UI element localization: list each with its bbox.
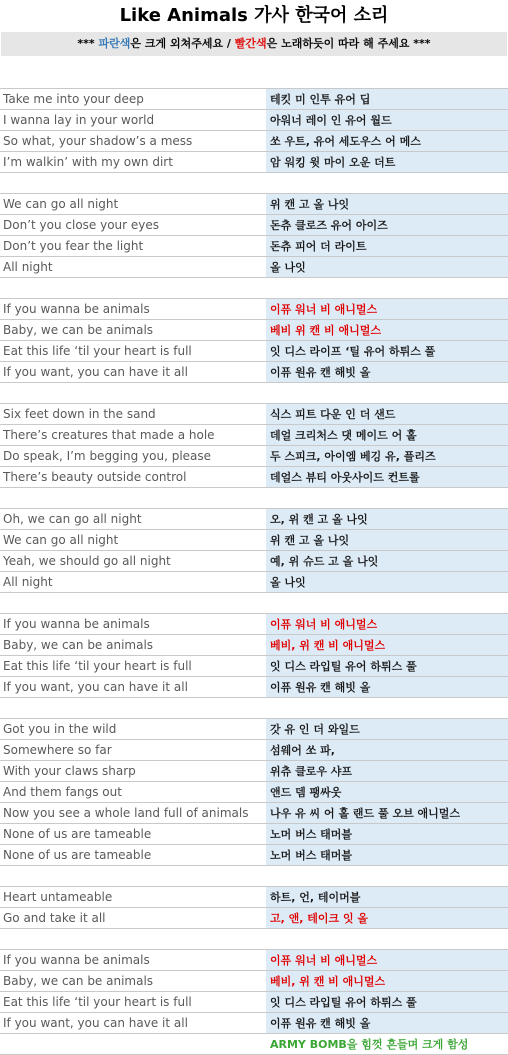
lyric-row: [0, 887, 508, 908]
korean-pronunciation: 이퓨 워너 비 애니멀스: [266, 614, 508, 634]
korean-pronunciation: 이퓨 원유 캔 해빗 올: [266, 677, 508, 697]
korean-pronunciation: [266, 68, 508, 88]
english-lyric: Baby, we can be animals: [3, 323, 154, 337]
korean-pronunciation: 올 나잇: [266, 572, 508, 592]
lyric-row: [0, 425, 508, 446]
lyric-row: [0, 572, 508, 593]
korean-pronunciation: 예, 위 슈드 고 올 나잇: [266, 551, 508, 571]
korean-pronunciation: 갓 유 인 더 와일드: [266, 719, 508, 739]
english-lyric: [0, 278, 266, 298]
english-lyric: [0, 593, 266, 613]
korean-pronunciation: 오, 위 캔 고 올 나잇: [266, 509, 508, 529]
english-lyric: Go and take it all: [3, 911, 106, 925]
korean-pronunciation: 앤드 뎀 팽싸웃: [266, 782, 508, 802]
korean-pronunciation: 데얼 크리처스 댓 메이드 어 홀: [266, 425, 508, 445]
lyric-row: [0, 845, 508, 866]
color-instruction-banner: [1, 32, 507, 56]
english-lyric: If you want, you can have it all: [3, 680, 188, 694]
korean-pronunciation: 이퓨 워너 비 애니멀스: [266, 299, 508, 319]
lyric-row: [0, 635, 508, 656]
korean-pronunciation: 나우 유 씨 어 홀 랜드 풀 오브 애니멀스: [266, 803, 508, 823]
english-lyric: Yeah, we should go all night: [3, 554, 171, 568]
korean-pronunciation: [266, 278, 508, 298]
english-lyric: And them fangs out: [3, 785, 122, 799]
korean-pronunciation: 잇 디스 라입틸 유어 하튀스 풀: [266, 992, 508, 1012]
english-lyric: We can go all night: [3, 533, 119, 547]
english-lyric: [0, 866, 266, 886]
lyric-row: [0, 509, 508, 530]
lyric-row: [0, 656, 508, 677]
english-lyric: We can go all night: [3, 197, 119, 211]
lyric-row: [0, 110, 508, 131]
english-lyric: If you want, you can have it all: [3, 1016, 188, 1030]
korean-pronunciation: 위 캔 고 올 나잇: [266, 530, 508, 550]
korean-pronunciation: 두 스피크, 아이엠 베깅 유, 플리즈: [266, 446, 508, 466]
korean-pronunciation: 식스 피트 다운 인 더 샌드: [266, 404, 508, 424]
lyric-row: [0, 614, 508, 635]
english-lyric: [0, 1034, 266, 1054]
korean-pronunciation: [266, 698, 508, 718]
english-lyric: Somewhere so far: [3, 743, 112, 757]
korean-pronunciation: 테킷 미 인투 유어 딥: [266, 89, 508, 109]
english-lyric: Eat this life ‘til your heart is full: [3, 344, 192, 358]
english-lyric: Baby, we can be animals: [3, 974, 154, 988]
english-lyric: All night: [3, 260, 53, 274]
lyric-row: [0, 362, 508, 383]
english-lyric: If you wanna be animals: [3, 953, 150, 967]
lyric-row: [0, 194, 508, 215]
korean-pronunciation: ARMY BOMB을 힘껏 흔들며 크게 함성: [270, 1038, 469, 1051]
lyric-row: [0, 908, 508, 929]
english-lyric: None of us are tameable: [3, 848, 152, 862]
footer-row: [0, 1034, 508, 1055]
lyric-row: [0, 530, 508, 551]
lyric-row: [0, 131, 508, 152]
korean-pronunciation: 고, 앤, 테이크 잇 올: [266, 908, 508, 928]
notice-red-word: 빨간색: [234, 37, 267, 50]
lyric-row: [0, 215, 508, 236]
english-lyric: Eat this life ‘til your heart is full: [3, 659, 192, 673]
english-lyric: Do speak, I’m begging you, please: [3, 449, 212, 463]
notice-blue-word: 파란색: [98, 37, 131, 50]
notice-prefix: ***: [77, 37, 99, 50]
notice-middle: 은 크게 외쳐주세요 /: [130, 37, 235, 50]
english-lyric: None of us are tameable: [3, 827, 152, 841]
korean-pronunciation: [266, 929, 508, 949]
page-title: Like Animals 가사 한국어 소리: [119, 5, 389, 26]
english-lyric: [0, 383, 266, 403]
english-lyric: [0, 929, 266, 949]
korean-pronunciation: 위 캔 고 올 나잇: [266, 194, 508, 214]
korean-pronunciation: 이퓨 원유 캔 해빗 올: [266, 1013, 508, 1033]
lyric-row: [0, 446, 508, 467]
english-lyric: [0, 488, 266, 508]
korean-pronunciation: 이퓨 워너 비 애니멀스: [266, 950, 508, 970]
lyric-row: [0, 992, 508, 1013]
english-lyric: Don’t you close your eyes: [3, 218, 160, 232]
separator-row: [0, 68, 508, 89]
spacer: [0, 56, 508, 68]
lyric-row: [0, 467, 508, 488]
english-lyric: Got you in the wild: [3, 722, 117, 736]
english-lyric: [0, 698, 266, 718]
lyric-row: [0, 236, 508, 257]
english-lyric: With your claws sharp: [3, 764, 136, 778]
english-lyric: Now you see a whole land full of animals: [3, 806, 249, 820]
korean-pronunciation: 섬웨어 쏘 파,: [266, 740, 508, 760]
english-lyric: [0, 68, 266, 88]
english-lyric: There’s beauty outside control: [3, 470, 187, 484]
lyric-row: [0, 761, 508, 782]
english-lyric: Baby, we can be animals: [3, 638, 154, 652]
english-lyric: Six feet down in the sand: [3, 407, 156, 421]
lyrics-table: [0, 68, 508, 1055]
separator-row: [0, 866, 508, 887]
korean-pronunciation: 올 나잇: [266, 257, 508, 277]
english-lyric: Take me into your deep: [3, 92, 144, 106]
korean-pronunciation: 돈츄 클로즈 유어 아이즈: [266, 215, 508, 235]
separator-row: [0, 173, 508, 194]
lyric-row: [0, 404, 508, 425]
notice-suffix: 은 노래하듯이 따라 해 주세요 ***: [266, 37, 431, 50]
english-lyric: Heart untameable: [3, 890, 113, 904]
separator-row: [0, 278, 508, 299]
korean-pronunciation: 베비, 위 캔 비 애니멀스: [266, 635, 508, 655]
korean-pronunciation: 잇 디스 라이프 ‘틸 유어 하튀스 풀: [266, 341, 508, 361]
lyric-row: [0, 782, 508, 803]
korean-pronunciation: 노머 버스 태머블: [266, 824, 508, 844]
korean-pronunciation: 잇 디스 라입틸 유어 하튀스 풀: [266, 656, 508, 676]
korean-pronunciation: 위츄 클로우 샤프: [266, 761, 508, 781]
korean-pronunciation: 베비 위 캔 비 애니멀스: [266, 320, 508, 340]
lyric-row: [0, 803, 508, 824]
lyric-row: [0, 152, 508, 173]
english-lyric: Don’t you fear the light: [3, 239, 144, 253]
separator-row: [0, 488, 508, 509]
korean-pronunciation: [266, 866, 508, 886]
korean-pronunciation: 쏘 우트, 유어 세도우스 어 메스: [266, 131, 508, 151]
korean-pronunciation: 노머 버스 태머블: [266, 845, 508, 865]
korean-pronunciation: 돈츄 피어 더 라이트: [266, 236, 508, 256]
lyric-row: [0, 824, 508, 845]
separator-row: [0, 383, 508, 404]
english-lyric: I’m walkin’ with my own dirt: [3, 155, 173, 169]
lyric-row: [0, 299, 508, 320]
lyric-row: [0, 1013, 508, 1034]
english-lyric: If you wanna be animals: [3, 617, 150, 631]
english-lyric: If you want, you can have it all: [3, 365, 188, 379]
korean-pronunciation: [266, 488, 508, 508]
english-lyric: If you wanna be animals: [3, 302, 150, 316]
lyric-row: [0, 89, 508, 110]
korean-pronunciation: 하트, 언, 테이머블: [266, 887, 508, 907]
lyric-row: [0, 719, 508, 740]
english-lyric: There’s creatures that made a hole: [3, 428, 215, 442]
korean-pronunciation: 베비, 위 캔 비 애니멀스: [266, 971, 508, 991]
korean-pronunciation: 아워너 레이 인 유어 월드: [266, 110, 508, 130]
korean-pronunciation: [266, 593, 508, 613]
lyric-row: [0, 971, 508, 992]
english-lyric: [0, 173, 266, 193]
korean-pronunciation: [266, 173, 508, 193]
korean-pronunciation: 데얼스 뷰티 아웃사이드 컨트롤: [266, 467, 508, 487]
lyric-row: [0, 320, 508, 341]
separator-row: [0, 698, 508, 719]
lyric-row: [0, 551, 508, 572]
korean-pronunciation: [266, 383, 508, 403]
lyric-row: [0, 257, 508, 278]
separator-row: [0, 929, 508, 950]
lyric-row: [0, 740, 508, 761]
separator-row: [0, 593, 508, 614]
korean-pronunciation: 암 워킹 윗 마이 오운 더트: [266, 152, 508, 172]
english-lyric: I wanna lay in your world: [3, 113, 155, 127]
english-lyric: So what, your shadow’s a mess: [3, 134, 193, 148]
english-lyric: All night: [3, 575, 53, 589]
lyric-row: [0, 341, 508, 362]
english-lyric: Eat this life ‘til your heart is full: [3, 995, 192, 1009]
lyric-row: [0, 677, 508, 698]
english-lyric: Oh, we can go all night: [3, 512, 142, 526]
korean-pronunciation: 이퓨 원유 캔 해빗 올: [266, 362, 508, 382]
lyric-row: [0, 950, 508, 971]
